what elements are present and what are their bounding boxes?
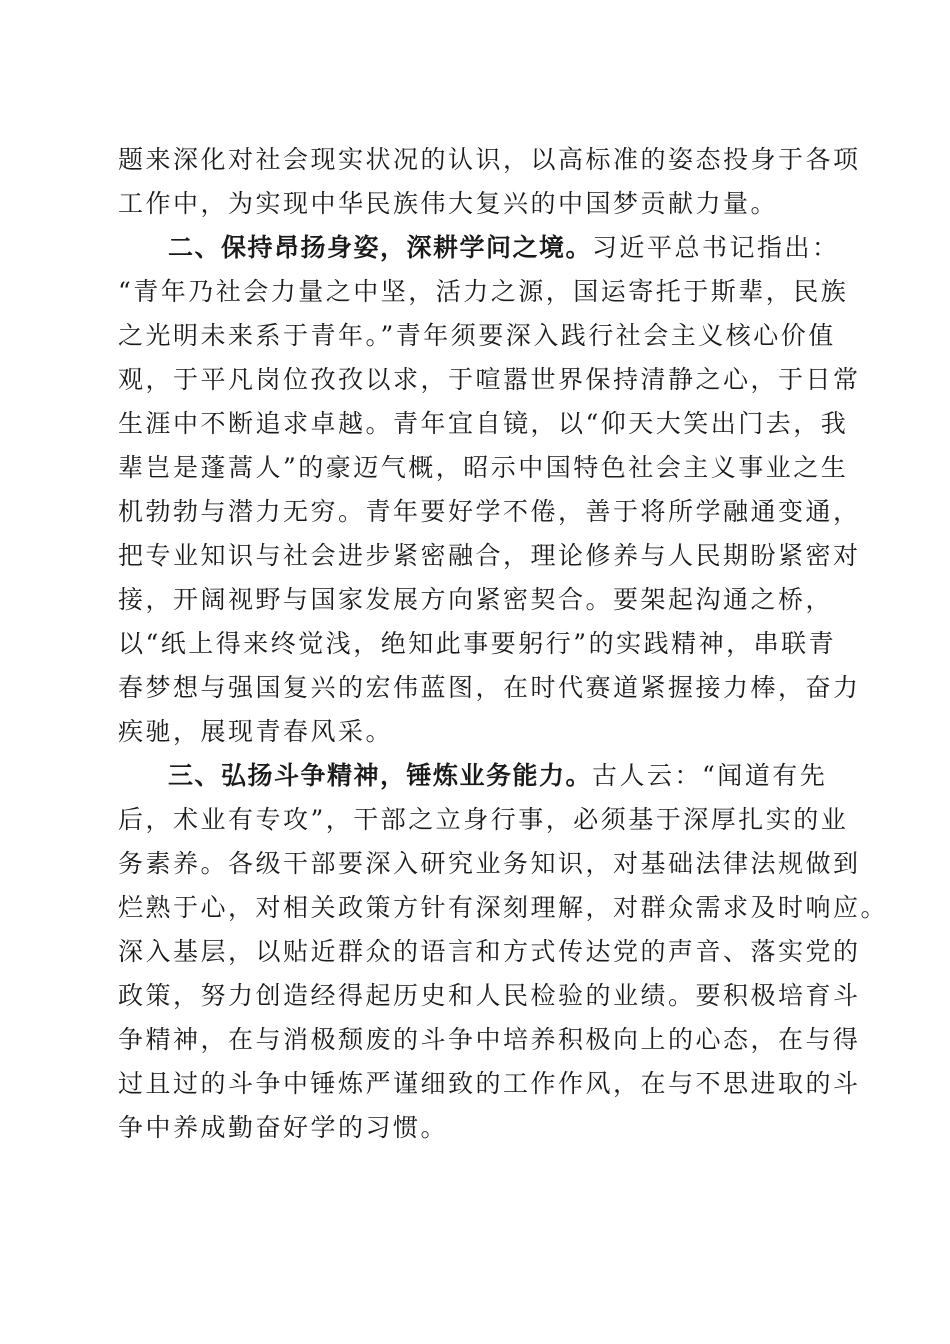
paragraph-line: “青年乃社会力量之中坚，活力之源，国运寄托于斯辈，民族 xyxy=(118,277,849,306)
paragraph-line: 疾驰，展现青春风采。 xyxy=(118,717,394,746)
paragraph-2 xyxy=(118,226,861,754)
paragraph-line: 工作中，为实现中华民族伟大复兴的中国梦贡献力量。 xyxy=(118,189,779,218)
paragraph-line: 辈岂是蓬蒿人”的豪迈气概，昭示中国特色社会主义事业之生 xyxy=(118,453,849,482)
paragraph-line: 生涯中不断追求卓越。青年宜自镜，以“仰天大笑出门去，我 xyxy=(118,409,849,438)
paragraph-text: 古人云：“闻道有先 xyxy=(592,761,828,790)
paragraph-line: 务素养。各级干部要深入研究业务知识，对基础法律法规做到 xyxy=(118,849,861,878)
paragraph-line: 过且过的斗争中锤炼严谨细致的工作作风，在与不思进取的斗 xyxy=(118,1069,861,1098)
paragraph-1 xyxy=(118,138,861,226)
paragraph-first-line xyxy=(118,754,832,798)
document-body xyxy=(118,138,889,1150)
paragraph-line: 以“纸上得来终觉浅，绝知此事要躬行”的实践精神，串联青 xyxy=(118,629,837,658)
section-heading-3: 三、弘扬斗争精神，锤炼业务能力。 xyxy=(168,761,593,790)
paragraph-line: 烂熟于心，对相关政策方针有深刻理解，对群众需求及时响应。 xyxy=(118,893,889,922)
paragraph-line: 深入基层，以贴近群众的语言和方式传达党的声音、落实党的 xyxy=(118,937,861,966)
paragraph-line: 观，于平凡岗位孜孜以求，于喧嚣世界保持清静之心，于日常 xyxy=(118,365,861,394)
paragraph-line: 争精神，在与消极颓废的斗争中培养积极向上的心态，在与得 xyxy=(118,1025,861,1054)
paragraph-line: 春梦想与强国复兴的宏伟蓝图，在时代赛道紧握接力棒，奋力 xyxy=(118,673,861,702)
paragraph-line: 之光明未来系于青年。”青年须要深入践行社会主义核心价值 xyxy=(118,321,836,350)
paragraph-line: 后，术业有专攻”，干部之立身行事，必须基于深厚扎实的业 xyxy=(118,805,849,834)
paragraph-line: 把专业知识与社会进步紧密融合，理论修养与人民期盼紧密对 xyxy=(118,541,861,570)
paragraph-line: 政策，努力创造经得起历史和人民检验的业绩。要积极培育斗 xyxy=(118,981,861,1010)
paragraph-line: 题来深化对社会现实状况的认识，以高标准的姿态投身于各项 xyxy=(118,145,861,174)
paragraph-line: 机勃勃与潜力无穷。青年要好学不倦，善于将所学融通变通， xyxy=(118,497,861,526)
paragraph-first-line xyxy=(118,226,840,270)
paragraph-text: 习近平总书记指出： xyxy=(592,233,840,262)
paragraph-3 xyxy=(118,754,889,1150)
paragraph-line: 争中养成勤奋好学的习惯。 xyxy=(118,1113,449,1142)
section-heading-2: 二、保持昂扬身姿，深耕学问之境。 xyxy=(168,233,593,262)
paragraph-line: 接，开阔视野与国家发展方向紧密契合。要架起沟通之桥， xyxy=(118,585,834,614)
